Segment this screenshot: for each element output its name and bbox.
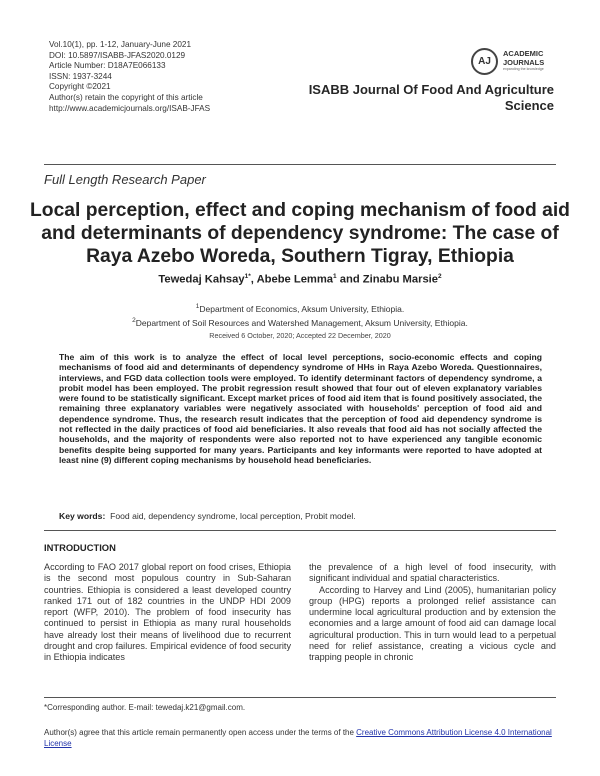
meta-line: http://www.academicjournals.org/ISAB-JFAS: [49, 103, 211, 113]
affiliations: [0, 301, 600, 329]
abstract: The aim of this work is to analyze the effect of local level perceptions, socio-economic effects and coping mechanisms of food aid and determinants of dependency syndrome of HHs in Raya Azebo Woreda. Questionnaires, interviews, and FGD data collection tools were employed. To identify determinant factors of dependency syndrome, a probit model has been employed. The probit regression result showed that four out of eleven explanatory variables were found to be statistically significant. Except market prices of food aid item that is found positively associated, the remaining three explanatory variables were negatively associated with households' perception of food aid and dependence syndrome. Thus, the research result indicates that the perception of food aid dependency syndrome is not reflected in the daily practices of food aid beneficiaries. It also reveals that food aid has not socially affected the households, and the majority of respondents were also reported not to have experienced any tangible economic benefits despite being supported for many years. Participants and key informants were reported to have adopted at least nine (9) different coping mechanisms by household head beneficiaries.: [59, 352, 542, 465]
affiliation-text: Department of Economics, Aksum University, Ethiopia.: [199, 303, 405, 314]
meta-line: DOI: 10.5897/ISABB-JFAS2020.0129: [49, 50, 186, 60]
received-accepted-dates: Received 6 October, 2020; Accepted 22 December, 2020: [209, 331, 391, 340]
footnote-divider: [44, 697, 556, 698]
author-name: Zinabu Marsie: [362, 273, 439, 286]
affiliation: [0, 315, 600, 329]
meta-line: Vol.10(1), pp. 1-12, January-June 2021: [49, 40, 192, 49]
meta-line: ISSN: 1937-3244: [49, 71, 112, 81]
publisher-logo: [471, 41, 544, 81]
author-separator: and: [336, 273, 363, 286]
corresponding-author: *Corresponding author. E-mail: tewedaj.k21@gmail.com.: [44, 703, 246, 712]
affiliation-text: Department of Soil Resources and Watershed Management, Aksum University, Ethiopia.: [135, 317, 468, 328]
author-name: Abebe Lemma: [256, 273, 334, 286]
body-paragraph: According to FAO 2017 global report on food crises, Ethiopia is the second most populous country in Sub-Saharan countries. Ethiopia is considered a least developed country ranked 171 out of 182 countries in the UNDP HDI 2009 report (WFP, 2010). The problem of food insecurity has continued to persist in Ethiopia as many rural households have already lost their means of livelihood due to recurrent drought and crop failures. Empirical evidence of food security in Ethiopia indicates: [44, 562, 291, 663]
author-list: [0, 273, 600, 286]
license-text: Author(s) agree that this article remain permanently open access under the terms of the: [44, 728, 357, 737]
affiliation-mark: 1: [195, 303, 200, 310]
keywords-divider: [44, 530, 556, 531]
author-separator: ,: [250, 273, 257, 286]
header-divider: [44, 164, 556, 165]
meta-line: Copyright ©2021: [49, 82, 111, 92]
affiliation: [0, 301, 600, 315]
author-name: Tewedaj Kahsay: [158, 273, 245, 286]
keywords-text: Food aid, dependency syndrome, local perception, Probit model.: [110, 511, 356, 521]
keywords: [59, 511, 542, 521]
body-column-right: [309, 562, 556, 664]
author-affil-mark: 1*: [244, 273, 251, 280]
article-metadata: [49, 40, 299, 114]
license-link[interactable]: Creative Commons Attribution License 4.0 International License: [44, 728, 552, 748]
paper-type: Full Length Research Paper: [44, 172, 206, 187]
logo-line2: JOURNALS: [503, 57, 545, 67]
author-affil-mark: 2: [438, 273, 442, 280]
logo-tagline: expanding the knowledge: [503, 67, 544, 71]
affiliation-mark: 2: [132, 316, 136, 324]
keywords-label: Key words:: [59, 511, 106, 521]
license-notice: [44, 727, 556, 749]
body-column-left: [44, 562, 291, 664]
logo-line1: ACADEMIC: [503, 49, 544, 58]
aj-logo-icon: [471, 48, 498, 75]
body-paragraph: the prevalence of a high level of food insecurity, with significant individual and spatial characteristics.: [309, 562, 556, 584]
meta-line: Author(s) retain the copyright of this article: [49, 92, 203, 102]
journal-title: ISABB Journal Of Food And Agriculture Science: [308, 82, 554, 113]
logo-wordmark: [503, 50, 544, 72]
paper-title: Local perception, effect and coping mechanism of food aid and determinants of dependency syndrome: The case of Raya Azebo Woreda, Southern Tigray, Ethiopia: [30, 200, 570, 267]
meta-line: Article Number: D18A7E066133: [49, 61, 166, 71]
body-paragraph: According to Harvey and Lind (2005), humanitarian policy group (HPG) reports a prolonged relief assistance can undermine local agricultural production and by extension the economies and a large amount of food aid can damage local agricultural production. This in turn would lead to a perpetual need for relief assistance, creating a vicious cycle and trapping people in chronic: [309, 584, 556, 663]
author-affil-mark: 1: [333, 273, 337, 280]
section-heading: INTRODUCTION: [44, 542, 116, 553]
logo-initials: AJ: [478, 55, 491, 67]
